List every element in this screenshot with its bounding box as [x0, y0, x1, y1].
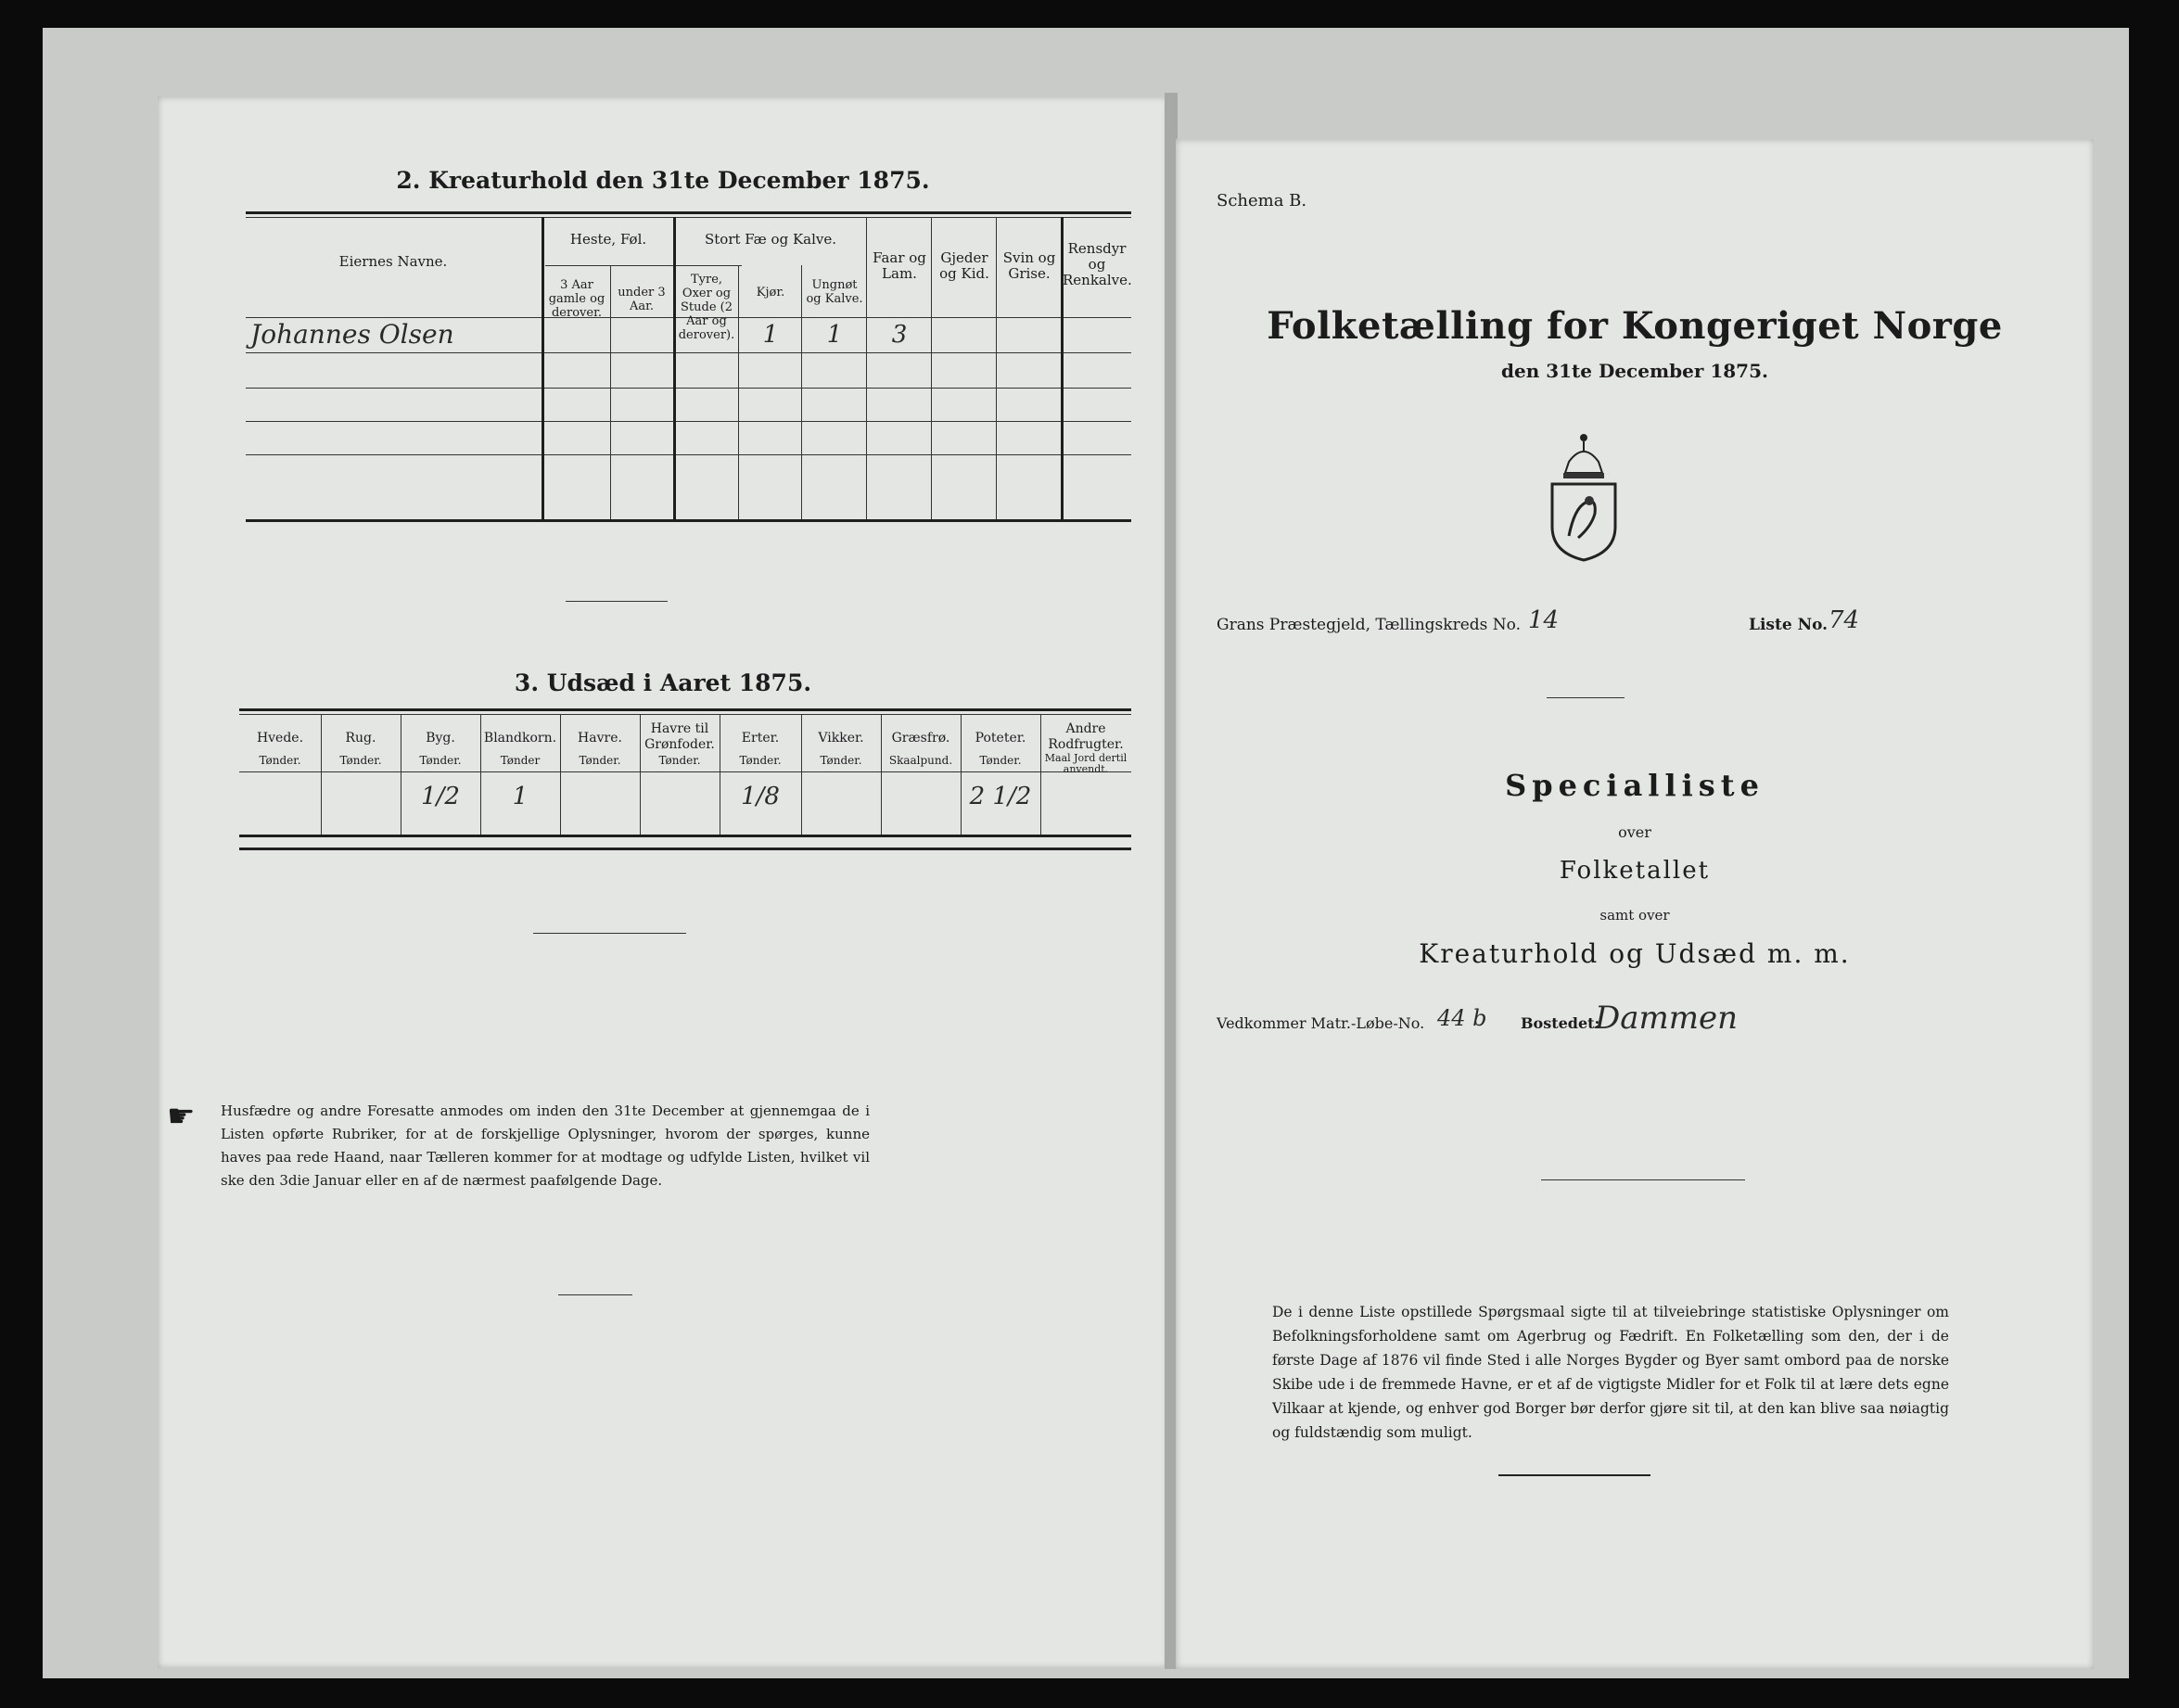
- bosted-label: Bostedet:: [1521, 1014, 1600, 1032]
- table2-top-rule: [246, 211, 1131, 214]
- crop-unit-3: Tønder: [500, 754, 541, 767]
- crop-unit-2: Tønder.: [419, 754, 462, 767]
- separator-r2: [1541, 1179, 1745, 1180]
- header-faar: Faar og Lam.: [873, 249, 926, 282]
- crop-header-4: Havre.: [578, 731, 622, 746]
- crop-header-1: Rug.: [345, 731, 376, 746]
- table2-vline-7: [996, 217, 997, 519]
- crop-unit-9: Tønder.: [979, 754, 1022, 767]
- table2-top-rule-thin: [246, 217, 1131, 218]
- specialliste-heading: Specialliste: [1505, 768, 1765, 803]
- crop-value-2: 1/2: [421, 783, 460, 810]
- header-kjor: Kjør.: [756, 286, 785, 300]
- table2-vline-2: [673, 217, 676, 519]
- prestegjeld-label: Grans Præstegjeld, Tællingskreds No.: [1217, 616, 1521, 634]
- table2-vline-5: [866, 217, 867, 519]
- table2-vline-6: [931, 217, 932, 519]
- header-tyre: Tyre, Oxer og Stude (2 Aar og derover).: [678, 273, 735, 342]
- section-2-title: 2. Kreaturhold den 31te December 1875.: [396, 167, 930, 194]
- crop-value-3: 1: [512, 783, 529, 810]
- samt-over-text: samt over: [1599, 907, 1670, 924]
- table2-bottom-rule: [246, 519, 1131, 522]
- owner-name: Johannes Olsen: [250, 319, 454, 350]
- table3-top-rule-thin: [239, 714, 1131, 715]
- main-title: Folketælling for Kongeriget Norge: [1267, 304, 2003, 348]
- value-kjor: 1: [762, 321, 779, 349]
- left-page: [158, 96, 1168, 1668]
- crop-unit-8: Skaalpund.: [888, 754, 953, 767]
- table3-bottom-rule: [239, 848, 1131, 850]
- table2-vline-0: [542, 217, 544, 519]
- table2-row-1: [246, 352, 1131, 353]
- table3-top-rule: [239, 708, 1131, 711]
- table2-vline-1: [610, 265, 611, 519]
- crop-header-0: Hvede.: [256, 731, 304, 746]
- value-faar: 3: [891, 321, 908, 349]
- over-text-1: over: [1618, 823, 1651, 841]
- instruction-note: Husfædre og andre Foresatte anmodes om inden den 31te December at gjennemgaa de i Listen opførte Rubriker, for at de forskjellige Oplysninger, hvorom der spørges, kunne haves paa rede Haand, naar Tælleren kommer for at modtage og udfylde Listen, hvilket vil ske den 3die Januar eller en af de nærmest paafølgende Dage.: [221, 1103, 870, 1189]
- table2-row-4: [246, 454, 1131, 455]
- separator-r1: [1547, 697, 1625, 698]
- section-3-title: 3. Udsæd i Aaret 1875.: [514, 669, 812, 696]
- crop-unit-4: Tønder.: [579, 754, 621, 767]
- intro-paragraph: De i denne Liste opstillede Spørgsmaal sigte til at tilveiebringe statistiske Oplysninger om Befolkningsforholdene samt om Agerbrug og Fædrift. En Folketælling som den, der i de første Dage af 1876 vil finde Sted i alle Norges Bygder og Byer samt ombord paa de norske Skibe ude i de fremmede Havne, er et af de vigtigste Midler for et Folk til at lære dets egne Vilkaar at kjende, og enhver god Borger bør derfor gjøre sit til, at den kan blive saa nøiagtig og fuldstændig som muligt.: [1272, 1304, 1949, 1441]
- header-owner: Eiernes Navne.: [338, 253, 448, 270]
- header-gjeder: Gjeder og Kid.: [939, 249, 989, 282]
- crop-unit-1: Tønder.: [339, 754, 382, 767]
- table2-row-2: [246, 388, 1131, 389]
- value-ungnot: 1: [826, 321, 843, 349]
- crop-value-6: 1/8: [741, 783, 780, 810]
- matr-label: Vedkommer Matr.-Løbe-No.: [1217, 1014, 1425, 1032]
- header-ungnot: Ungnøt og Kalve.: [806, 278, 863, 306]
- crop-header-8: Græsfrø.: [891, 731, 950, 746]
- crop-header-5: Havre til Grønfoder.: [644, 721, 715, 752]
- separator-1: [566, 601, 668, 602]
- table2-row-3: [246, 421, 1131, 422]
- schema-label: Schema B.: [1217, 191, 1307, 210]
- pointing-hand-icon: ☛: [167, 1098, 196, 1135]
- table3-header-bottom: [239, 771, 1131, 772]
- header-heste: Heste, Føl.: [569, 231, 647, 248]
- crop-header-6: Erter.: [741, 731, 780, 746]
- table3-row-bottom: [239, 835, 1131, 837]
- coat-of-arms-icon: [1541, 425, 1626, 564]
- crop-unit-6: Tønder.: [739, 754, 782, 767]
- kreaturhold-heading: Kreaturhold og Udsæd m. m.: [1419, 938, 1851, 969]
- crop-header-9: Poteter.: [975, 731, 1026, 746]
- bosted-value: Dammen: [1595, 1000, 1739, 1037]
- folketallet-heading: Folketallet: [1559, 857, 1711, 885]
- header-heste-under3: under 3 Aar.: [618, 286, 666, 313]
- header-rensdyr: Rensdyr og Renkalve.: [1063, 240, 1132, 288]
- main-subtitle: den 31te December 1875.: [1501, 360, 1768, 382]
- table2-vline-4: [801, 265, 802, 519]
- separator-r3: [1498, 1474, 1650, 1476]
- separator-3: [558, 1294, 632, 1295]
- header-heste-3aar: 3 Aar gamle og derover.: [548, 278, 605, 320]
- krets-number: 14: [1528, 606, 1560, 634]
- separator-2: [533, 933, 686, 934]
- crop-unit-5: Tønder.: [658, 754, 701, 767]
- right-page: [1176, 139, 2094, 1669]
- header-stort-fae: Stort Fæ og Kalve.: [704, 231, 837, 248]
- crop-value-9: 2 1/2: [969, 783, 1032, 810]
- crop-header-10: Andre Rodfrugter.: [1048, 721, 1124, 752]
- crop-header-3: Blandkorn.: [483, 731, 557, 746]
- table2-subhead-rule-a: [545, 265, 742, 266]
- header-svin: Svin og Grise.: [1002, 249, 1056, 282]
- table2-vline-3: [738, 265, 739, 519]
- crop-unit-0: Tønder.: [259, 754, 301, 767]
- liste-label: Liste No.: [1749, 616, 1829, 634]
- matr-number: 44 b: [1437, 1005, 1487, 1031]
- liste-number: 74: [1829, 606, 1860, 634]
- crop-header-7: Vikker.: [818, 731, 864, 746]
- crop-unit-10: Maal Jord dertil anvendt.: [1044, 752, 1128, 775]
- crop-unit-7: Tønder.: [820, 754, 862, 767]
- crop-header-2: Byg.: [426, 731, 455, 746]
